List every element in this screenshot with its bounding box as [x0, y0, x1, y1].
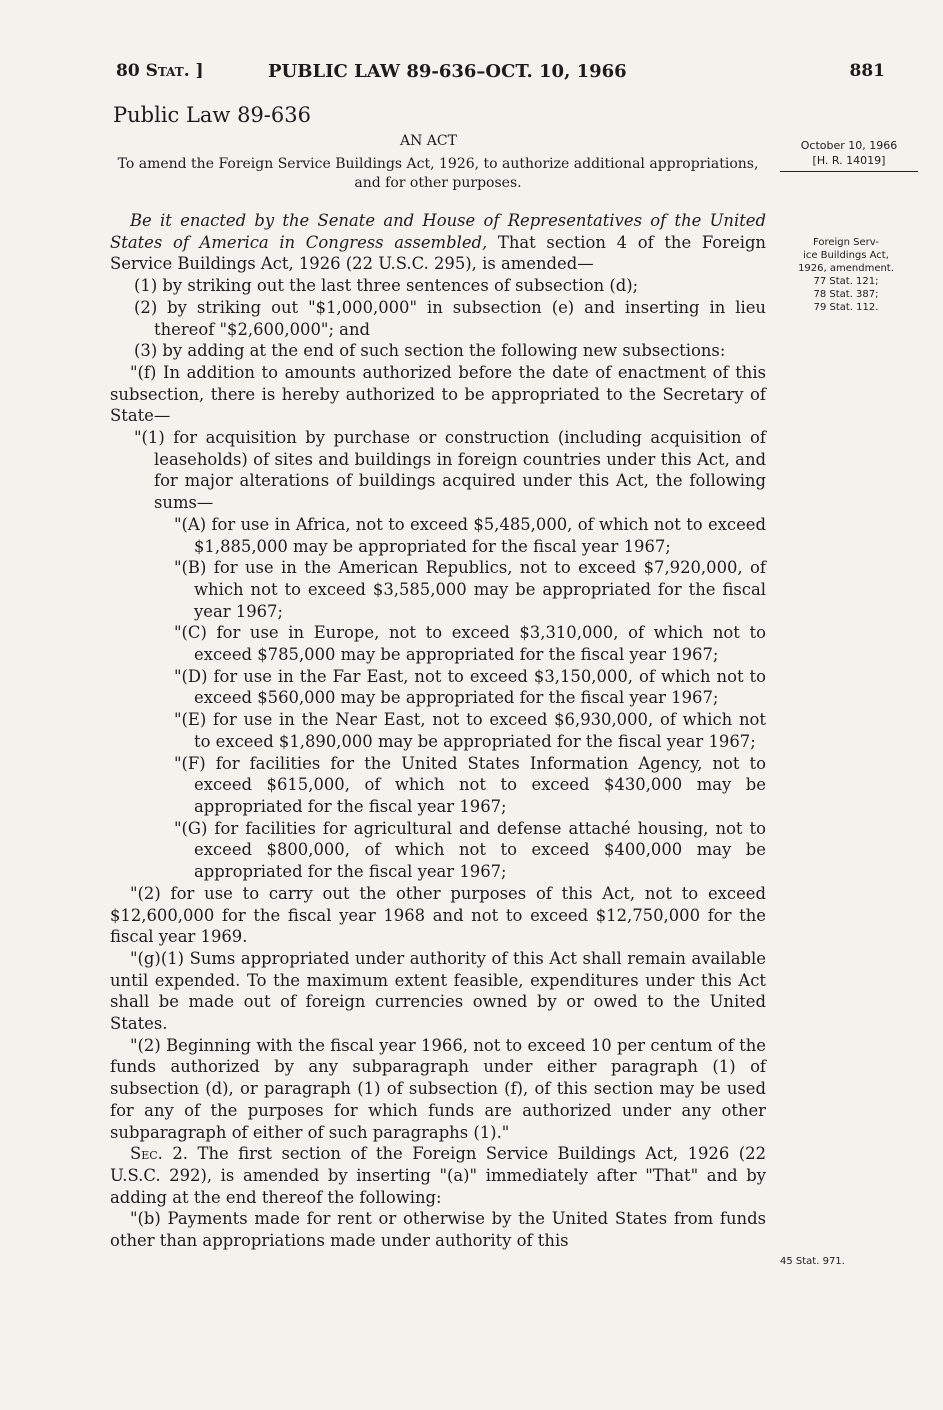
section-label: Sec. 2. — [130, 1144, 189, 1164]
paragraph: "(1) for acquisition by purchase or construction (including acquisition of leaseholds) of sites and buildings in foreign countries under this Act, and for major alterations of buildings acquired under this Act, the following sums— — [134, 428, 766, 513]
paragraph: (3) by adding at the end of such section the following new subsections: — [134, 341, 726, 361]
paragraph: "(A) for use in Africa, not to exceed $5,485,000, of which not to exceed $1,885,000 may be appropriated for the fiscal year 1967; — [174, 514, 766, 556]
paragraph: "(E) for use in the Near East, not to exceed $6,930,000, of which not to exceed $1,890,000 may be appropriated for the fiscal year 1967; — [174, 710, 766, 751]
paragraph: "(g)(1) Sums appropriated under authority of this Act shall remain available until expended. To the maximum extent feasible, expenditures under this Act shall be made out of foreign currencies owned by or owed to the United States. — [110, 948, 766, 1034]
paragraph: "(2) Beginning with the fiscal year 1966, not to exceed 10 per centum of the funds authorized by any subparagraph under either paragraph (1) of subsection (d), or paragraph (1) of subsection (f), of this section may be used for any of the purposes for which funds are authorized under any other subparagraph of either of such paragraphs (1)." — [110, 1035, 766, 1142]
paragraph: (1) by striking out the last three sentences of subsection (d); — [134, 276, 639, 296]
paragraph-text: That section 4 of the Foreign Service Buildings Act, 1926 (22 U.S.C. 295), is amended— — [110, 232, 766, 274]
an-act-heading: AN ACT — [400, 133, 457, 149]
running-head-title: PUBLIC LAW 89-636–OCT. 10, 1966 — [268, 61, 627, 82]
running-head-stat: 80 Stat. ] — [116, 61, 204, 81]
law-title: Public Law 89-636 — [113, 103, 311, 127]
margin-note: 77 Stat. 121; — [813, 276, 879, 287]
margin-note: 79 Stat. 112. — [813, 302, 879, 313]
paragraph: "(f) In addition to amounts authorized before the date of enactment of this subsection, there is hereby authorized to be appropriated to the Secretary of State— — [110, 362, 766, 426]
enacting-clause: Be it enacted by the Senate and House of Representatives of the United States of America in Congress assembled, — [110, 211, 766, 252]
margin-note: 78 Stat. 387; — [813, 289, 879, 300]
paragraph: "(F) for facilities for the United States Information Agency, not to exceed $615,000, of which not to exceed $430,000 may be appropriated for the fiscal year 1967; — [174, 753, 766, 816]
paragraph: "(b) Payments made for rent or otherwise by the United States from funds other than appropriations made under authority of this — [110, 1209, 766, 1251]
enactment-date: October 10, 1966 — [800, 139, 898, 152]
margin-note: Foreign Serv- — [812, 237, 880, 248]
paragraph-text: The first section of the Foreign Service Buildings Act, 1926 (22 U.S.C. 292), is amended by inserting "(a)" immediately after "That" and by adding at the end thereof the following: — [110, 1144, 767, 1207]
margin-notes — [776, 236, 916, 314]
paragraph: "(D) for use in the Far East, not to exceed $3,150,000, of which not to exceed $560,000 may be appropriated for the fiscal year 1967; — [174, 666, 766, 708]
margin-note: ice Buildings Act, — [803, 250, 889, 261]
margin-note: 1926, amendment. — [798, 263, 894, 274]
act-purpose: To amend the Foreign Service Buildings Act, 1926, to authorize additional appropriations, and for other purposes. — [117, 156, 759, 191]
page-number: 881 — [849, 61, 885, 81]
paragraph: "(2) for use to carry out the other purposes of this Act, not to exceed $12,600,000 for the fiscal year 1968 and not to exceed $12,750,000 for the fiscal year 1969. — [110, 883, 766, 947]
enacting-paragraph — [110, 210, 766, 275]
paragraph: "(G) for facilities for agricultural and defense attaché housing, not to exceed $800,000, of which not to exceed $400,000 may be appropriated for the fiscal year 1967; — [174, 818, 766, 882]
date-box — [780, 138, 918, 168]
section-2-paragraph — [110, 1143, 766, 1208]
paragraph: "(B) for use in the American Republics, not to exceed $7,920,000, of which not to exceed $3,585,000 may be appropriated for the fiscal year 1967; — [174, 558, 766, 621]
paragraph: (2) by striking out "$1,000,000" in subsection (e) and inserting in lieu thereof "$2,600,000"; and — [134, 297, 766, 339]
paragraph: "(C) for use in Europe, not to exceed $3,310,000, of which not to exceed $785,000 may be appropriated for the fiscal year 1967; — [174, 623, 766, 665]
bill-number: [H. R. 14019] — [812, 154, 886, 167]
date-rule — [780, 171, 918, 172]
body-text — [110, 210, 766, 1252]
margin-note-sec2: 45 Stat. 971. — [780, 1256, 845, 1267]
